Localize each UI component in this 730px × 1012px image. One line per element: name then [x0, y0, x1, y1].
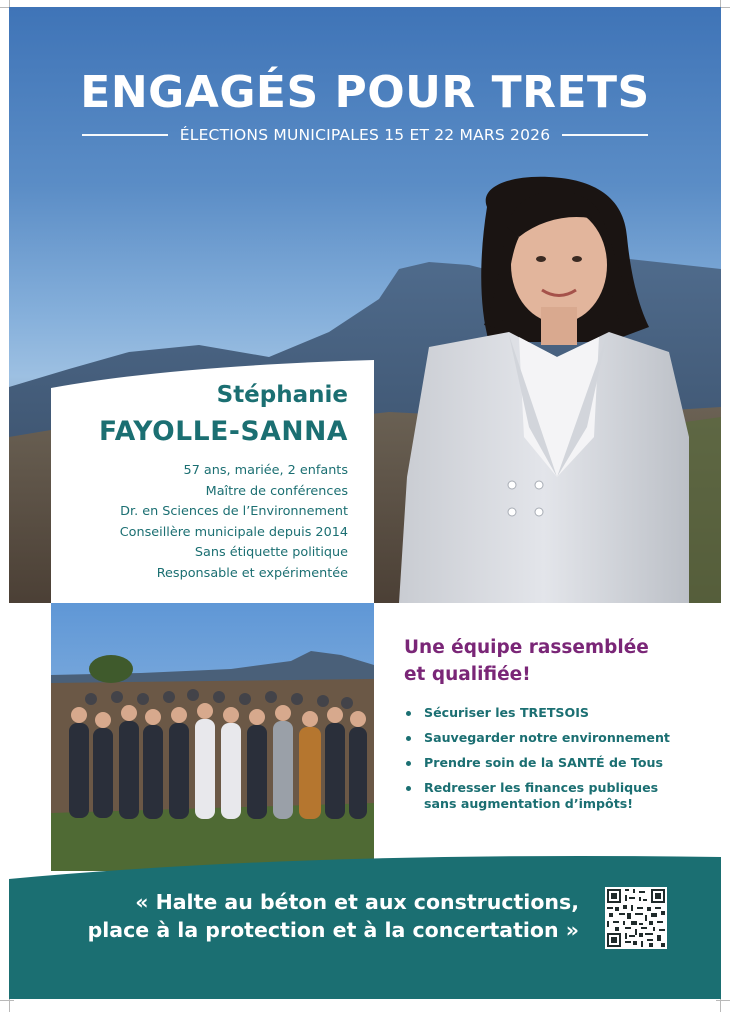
bio-item: Sans étiquette politique [194, 545, 348, 561]
quote-line: « Halte au béton et aux constructions, [135, 890, 579, 914]
crop-mark [716, 1000, 730, 1001]
bullet-icon [406, 761, 411, 766]
crop-mark [720, 998, 721, 1012]
subheadline: ÉLECTIONS MUNICIPALES 15 ET 22 MARS 2026 [179, 126, 551, 144]
headline: ENGAGÉS POUR TRETS [80, 67, 650, 118]
bullet-icon [406, 736, 411, 741]
bio-item: Maître de conférences [205, 483, 348, 499]
candidate-first-name: Stéphanie [216, 382, 348, 408]
quote-line: place à la protection et à la concertation » [87, 918, 579, 942]
program-point [404, 755, 670, 771]
team-title [404, 634, 649, 688]
program-point-text: Sécuriser les TRETSOIS [424, 705, 589, 720]
candidate-last-name: FAYOLLE-SANNA [99, 416, 348, 447]
program-point-text: sans augmentation d’impôts! [424, 796, 633, 811]
program-point-text: Prendre soin de la SANTÉ de Tous [424, 755, 663, 770]
qr-code-icon[interactable] [605, 887, 667, 949]
crop-mark [0, 1000, 14, 1001]
subheadline-row [9, 126, 721, 144]
team-photo-illustration [51, 603, 374, 871]
program-point-text: Redresser les finances publiques [424, 780, 659, 795]
program-points-list [404, 705, 670, 821]
crop-mark [9, 998, 10, 1012]
candidate-info-panel [51, 360, 374, 603]
qr-code-pattern [605, 887, 667, 949]
program-point [404, 730, 670, 746]
bullet-icon [406, 711, 411, 716]
team-title-line: Une équipe rassemblée [404, 637, 649, 658]
divider [82, 134, 168, 136]
team-group-photo [51, 603, 374, 871]
program-point [404, 780, 670, 812]
bio-item: Dr. en Sciences de l’Environnement [120, 504, 348, 520]
quote-band [9, 853, 721, 999]
candidate-bio-list [120, 461, 348, 585]
team-title-line: et qualifiée! [404, 664, 531, 685]
program-point [404, 705, 670, 721]
divider [562, 134, 648, 136]
bio-item: 57 ans, mariée, 2 enfants [183, 463, 348, 478]
candidate-portrait [399, 177, 689, 603]
program-point-text: Sauvegarder notre environnement [424, 730, 670, 745]
bio-item: Conseillère municipale depuis 2014 [119, 524, 348, 540]
bio-item: Responsable et expérimentée [156, 565, 348, 581]
bullet-icon [406, 786, 411, 791]
